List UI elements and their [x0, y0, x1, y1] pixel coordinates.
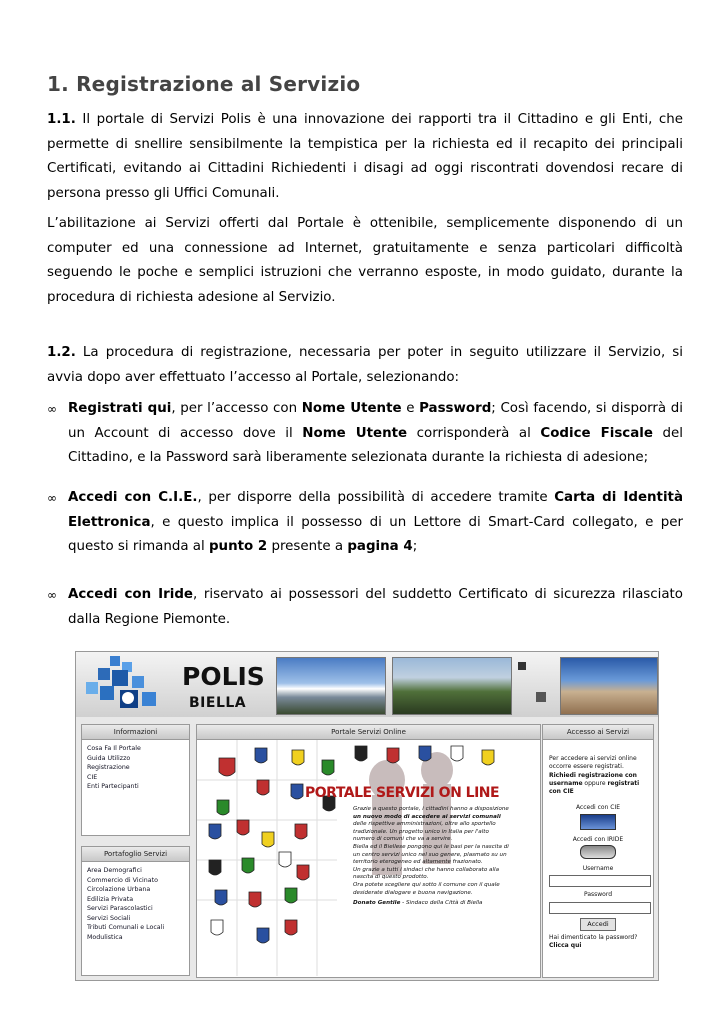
info-link[interactable]: Cosa Fa Il Portale — [87, 745, 141, 752]
bullet-accedi-iride — [47, 583, 683, 632]
forgot-password-text: Hai dimenticato la password? — [549, 933, 638, 941]
bullet-infinity-icon: ∞ — [47, 402, 57, 416]
paragraph-number: 1.1. — [47, 112, 76, 127]
service-link[interactable]: Servizi Sociali — [87, 914, 131, 922]
text-line: un nuovo modo di accedere ai servizi comunali — [353, 813, 501, 820]
text: ; Così facendo, si disporrà di un Account di accesso dove il — [68, 401, 683, 441]
bold-term: Nome Utente — [302, 425, 408, 441]
bold-term: Registrati qui — [68, 401, 172, 416]
logo-subtitle: BIELLA — [189, 695, 247, 711]
church-photo — [560, 657, 658, 715]
bold-term: Accedi con C.I.E. — [68, 490, 198, 505]
text: , per disporre della possibilità di accedere tramite — [197, 490, 555, 505]
text-line: Certificati, evitando ai Cittadini Richiedenti i disagi ad oggi riscontrati dovendosi recare di — [47, 161, 683, 176]
text-line: desiderate dialogare e buona navigazione. — [353, 889, 473, 896]
bold-term: Carta di Identità Elettronica — [68, 490, 683, 530]
service-link[interactable]: Modulistica — [87, 933, 123, 941]
text-line: Ora potete scegliere qui sotto il comune con il quale — [353, 881, 500, 888]
text-line: Biella ed il Biellese pongono qui le basi per la nascita di — [353, 843, 509, 850]
bold-term: pagina 4 — [347, 539, 413, 554]
service-link[interactable]: Commercio di Vicinato — [87, 876, 158, 884]
paragraph-1-2 — [47, 341, 683, 390]
text-line: tradizionale. Un progetto unico in Italia per l'alto — [353, 828, 489, 835]
service-link[interactable]: Edilizia Privata — [87, 895, 134, 903]
center-header: Portale Servizi Online — [197, 725, 540, 740]
text-line: territorio eterogeneo ed altamente frazionato. — [353, 859, 483, 866]
text-line: seguendo le poche e semplici istruzioni che verranno esposte, in modo guidato, durante la — [47, 265, 683, 280]
text-line: nascita di questo prodotto. — [353, 874, 429, 881]
iride-button[interactable] — [580, 845, 616, 859]
paragraph-number: 1.2. — [47, 345, 76, 360]
cie-label: Accedi con CIE — [575, 804, 621, 812]
bullet-registrati — [47, 397, 683, 471]
portfolio-panel — [81, 846, 190, 976]
text-line: Un grazie a tutti i sindaci che hanno collaborato alla — [353, 866, 499, 873]
bullet-infinity-icon: ∞ — [47, 588, 57, 602]
info-header: Informazioni — [82, 725, 189, 740]
intro-text — [353, 806, 533, 908]
text-line: un centro servizi unico nel suo genere, plasmato su un — [353, 851, 507, 858]
access-panel — [542, 724, 654, 978]
text-line: L’abilitazione ai Servizi offerti dal Portale è ottenibile, semplicemente disponendo di un — [47, 216, 683, 231]
bold-term: Password — [419, 401, 492, 416]
access-intro: Per accedere ai servizi online occorre essere registrati. — [549, 755, 637, 771]
service-link[interactable]: Circolazione Urbana — [87, 886, 151, 893]
text: corrisponderà al — [407, 425, 541, 441]
portal-banner-title: PORTALE SERVIZI ON LINE — [305, 785, 500, 801]
info-link[interactable]: Registrazione — [87, 764, 130, 771]
password-label: Password — [583, 891, 613, 899]
bullet-accedi-cie — [47, 486, 683, 560]
text-line: Il portale di Servizi Polis è una innovazione dei rapporti tra il Cittadino e gli Enti, che — [82, 112, 683, 127]
portal-banner — [76, 652, 658, 717]
info-link[interactable]: Guida Utilizzo — [87, 754, 131, 762]
logo-title: POLIS — [182, 662, 265, 691]
text-line: procedura di richiesta adesione al Servizio. — [47, 289, 336, 305]
bullet-infinity-icon: ∞ — [47, 491, 57, 505]
text-line: numero di comuni che va a servire. — [353, 836, 453, 843]
bold-term: punto 2 — [208, 539, 268, 554]
service-link[interactable]: Tributi Comunali e Locali — [87, 924, 165, 931]
register-username-link[interactable]: Richiedi registrazione con username — [549, 771, 637, 787]
service-link[interactable]: Servizi Parascolastici — [87, 905, 153, 912]
text-line: Grazie a questo portale, i cittadini hanno a disposizione — [353, 806, 509, 812]
text: ; — [412, 539, 418, 554]
bold-term: Codice Fiscale — [540, 425, 653, 441]
cie-card-button[interactable] — [580, 814, 616, 830]
text-line: delle rispettive amministrazioni, oltre allo sportello — [353, 821, 496, 828]
text: presente a — [267, 539, 348, 554]
login-button[interactable]: Accedi — [580, 918, 616, 931]
portfolio-header: Portafoglio Servizi — [82, 847, 189, 862]
text-line: La procedura di registrazione, necessaria per poter in seguito utilizzare il Servizio, si — [82, 345, 683, 360]
password-input[interactable] — [549, 902, 651, 914]
username-input[interactable] — [549, 875, 651, 887]
text: oppure — [582, 779, 608, 787]
info-panel — [81, 724, 190, 836]
paragraph-abilitazione — [47, 212, 683, 310]
text-line: avvia dopo aver effettuato l’accesso al Portale, selezionando: — [47, 369, 460, 385]
signature-role: - Sindaco della Città di Biella — [400, 900, 483, 907]
access-header: Accesso ai Servizi — [543, 725, 653, 740]
text-line: permette di snellire sensibilmente la tempistica per la richiesta ed il recapito dei principali — [47, 136, 683, 152]
text: e — [401, 401, 420, 416]
portal-screenshot — [75, 651, 659, 981]
bold-term: Nome Utente — [301, 401, 402, 416]
info-link[interactable]: CIE — [87, 773, 98, 781]
text: , riservato ai possessori del suddetto Certificato di sicurezza rilasciato dalla Regione Piemonte. — [68, 587, 683, 627]
mountain-photo — [276, 657, 386, 715]
center-panel — [196, 724, 541, 978]
register-cie-link[interactable]: registrati con CIE — [549, 779, 640, 796]
text: , per l’accesso con — [171, 401, 302, 416]
signature-name: Donato Gentile — [353, 900, 401, 907]
text: del Cittadino, e la Password sarà liberamente selezionata durante la richiesta di adesione; — [68, 425, 683, 465]
username-label: Username — [582, 865, 614, 873]
bold-term: Accedi con Iride — [68, 587, 194, 602]
section-heading: 1. Registrazione al Servizio — [47, 72, 361, 96]
service-link[interactable]: Area Demografici — [87, 867, 142, 874]
text-line: computer ed una connessione ad Internet, gratuitamente e senza particolari difficoltà — [47, 240, 683, 256]
valley-photo — [392, 657, 512, 715]
info-link[interactable]: Enti Partecipanti — [87, 783, 139, 790]
iride-label: Accedi con IRIDE — [572, 835, 624, 843]
decorative-square-icon — [518, 662, 526, 670]
text: , e questo implica il possesso di un Lettore di Smart-Card collegato, e per questo si rimanda al — [68, 514, 683, 554]
click-here-link[interactable]: Clicca qui — [549, 941, 582, 949]
paragraph-1-1 — [47, 108, 683, 206]
text-line: persona presso gli Uffici Comunali. — [47, 185, 280, 201]
decorative-square-icon — [536, 692, 546, 702]
polis-logo-blocks-icon — [80, 656, 166, 714]
